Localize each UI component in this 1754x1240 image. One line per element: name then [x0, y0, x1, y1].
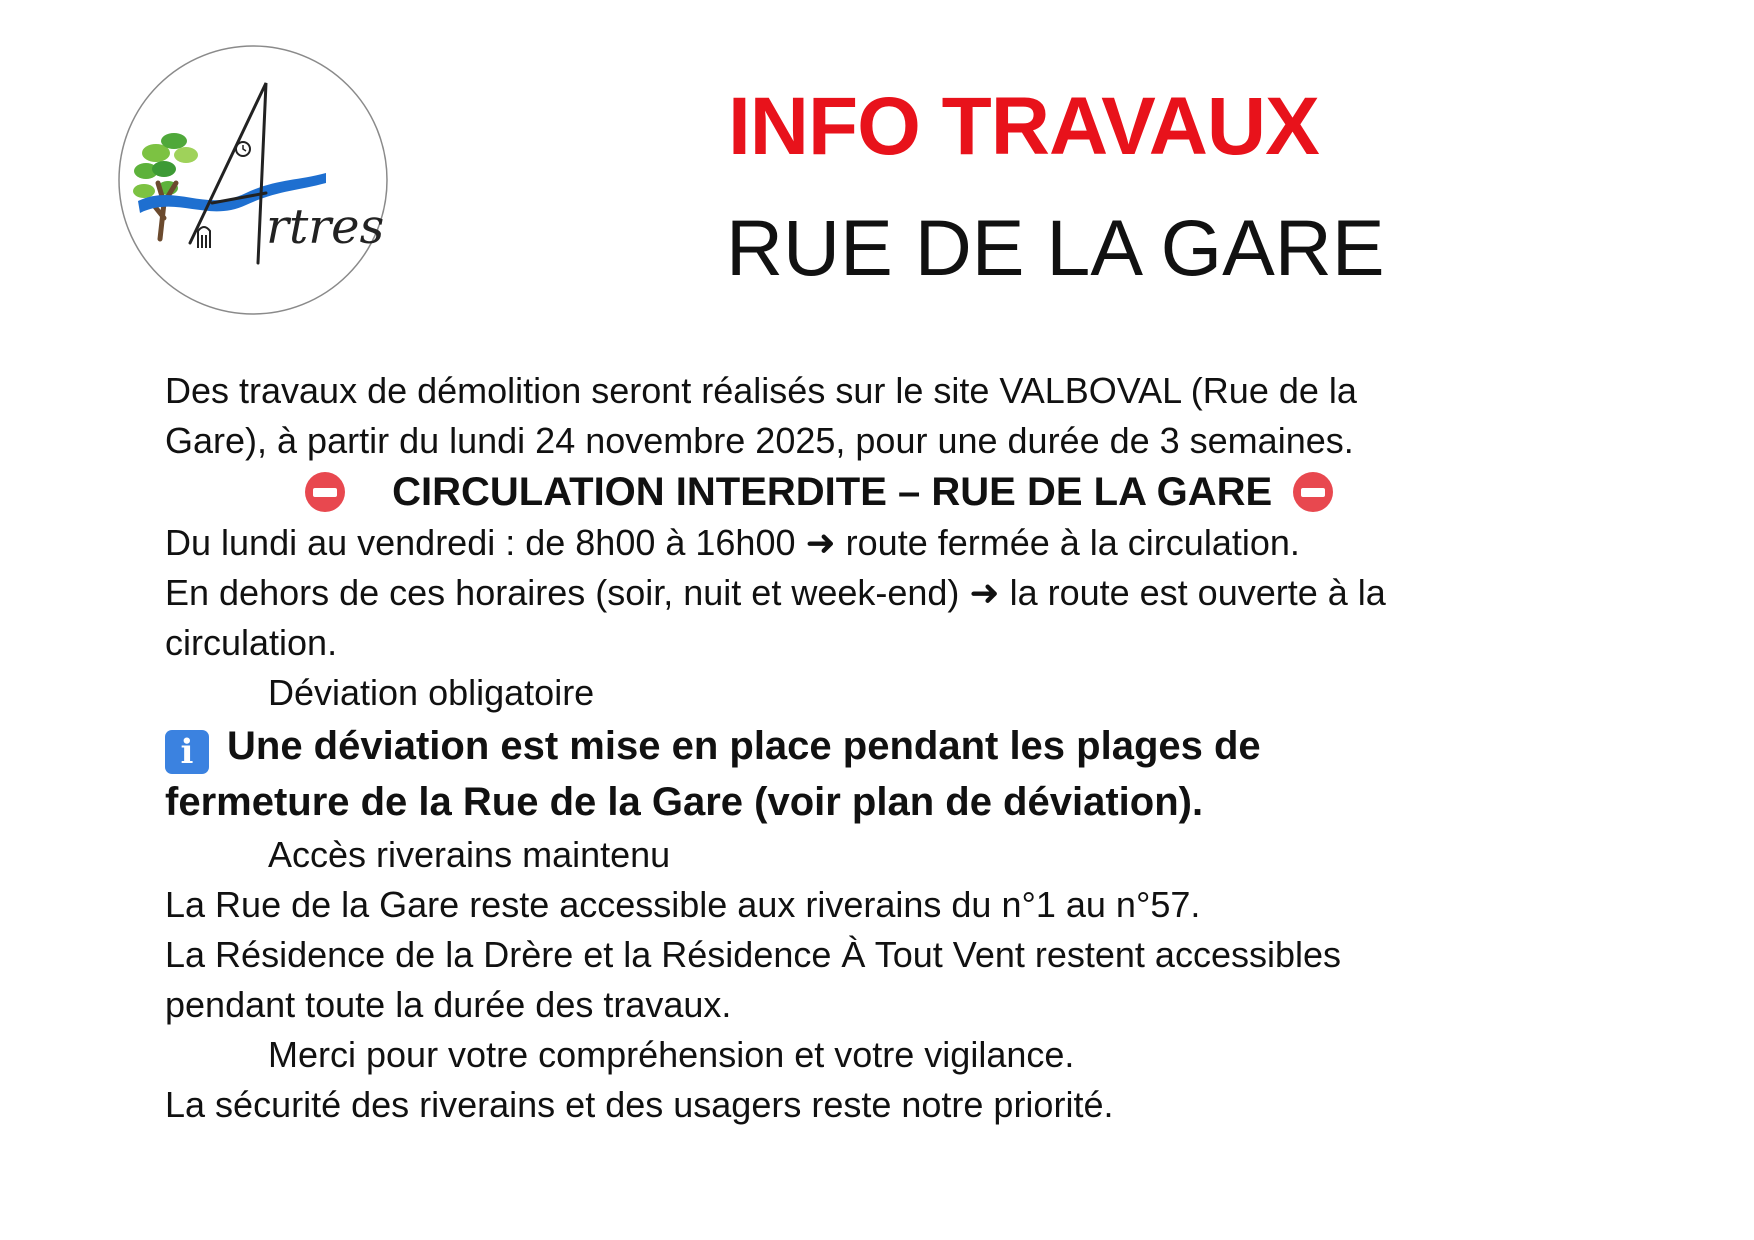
deviation-heading: Déviation obligatoire: [268, 672, 595, 713]
deviation-line-1: [165, 718, 1625, 774]
artres-logo: [116, 43, 390, 317]
access-line-3: pendant toute la durée des travaux.: [165, 984, 732, 1025]
circulation-heading: [295, 466, 1625, 518]
access-line-1: La Rue de la Gare reste accessible aux riverains du n°1 au n°57.: [165, 884, 1201, 925]
thanks-line: Merci pour votre compréhension et votre vigilance.: [268, 1034, 1075, 1075]
circulation-heading-text: CIRCULATION INTERDITE – RUE DE LA GARE: [392, 470, 1273, 514]
page-title: INFO TRAVAUX: [728, 81, 1319, 172]
outside-hours-line-2: circulation.: [165, 622, 338, 663]
no-entry-icon: [305, 472, 345, 512]
deviation-line-2: fermeture de la Rue de la Gare (voir plan de déviation).: [165, 780, 1204, 824]
information-icon: i: [165, 730, 209, 774]
notice-body: [165, 366, 1625, 1130]
deviation-text-1: Une déviation est mise en place pendant les plages de: [227, 724, 1261, 768]
intro-line-2: Gare), à partir du lundi 24 novembre 2025, pour une durée de 3 semaines.: [165, 420, 1354, 461]
outside-hours-line-1: En dehors de ces horaires (soir, nuit et week-end) ➜ la route est ouverte à la: [165, 572, 1386, 613]
access-heading: Accès riverains maintenu: [268, 834, 671, 875]
intro-line-1: Des travaux de démolition seront réalisés sur le site VALBOVAL (Rue de la: [165, 370, 1357, 411]
access-line-2: La Résidence de la Drère et la Résidence À Tout Vent restent accessibles: [165, 934, 1342, 975]
no-entry-icon: [1293, 472, 1333, 512]
page-subtitle: RUE DE LA GARE: [726, 203, 1385, 292]
closing-line: La sécurité des riverains et des usagers reste notre priorité.: [165, 1084, 1114, 1125]
logo-wordmark: rtres: [266, 199, 385, 255]
weekday-line: Du lundi au vendredi : de 8h00 à 16h00 ➜ route fermée à la circulation.: [165, 522, 1300, 563]
